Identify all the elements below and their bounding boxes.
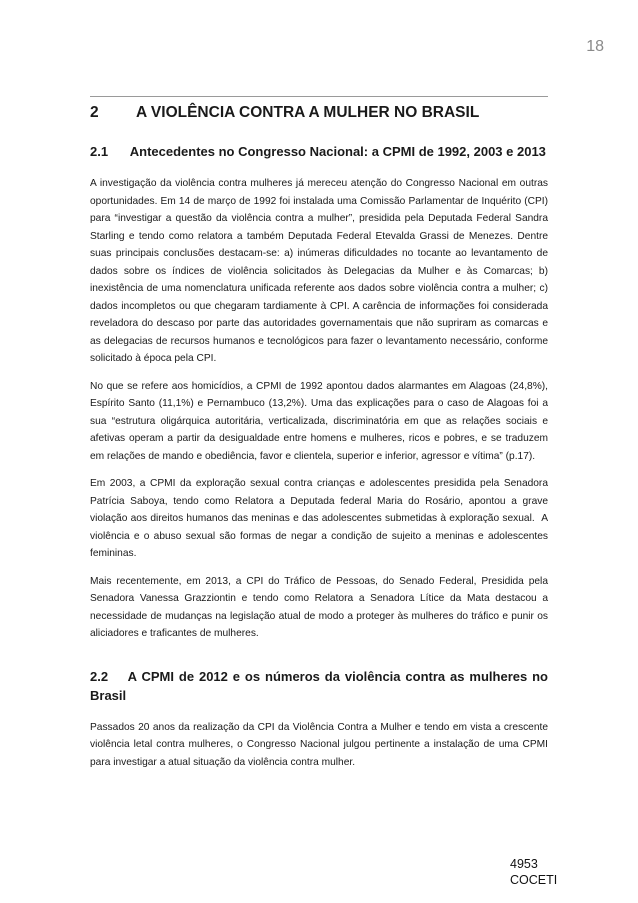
page-number: 18 [586, 38, 604, 55]
chapter-number: 2 [90, 104, 99, 121]
chapter-title: A VIOLÊNCIA CONTRA A MULHER NO BRASIL [136, 104, 480, 121]
paragraph: Mais recentemente, em 2013, a CPI do Tráfico de Pessoas, do Senado Federal, Presidida pela Senadora Vanessa Grazziontin e tendo como Relatora a Senadora Lítice da Mata destacou a necessidade de mudanças na legislação atual de modo a proteger às mulheres do tráfico e punir os aliciadores e traficantes de mulheres. [90, 575, 548, 639]
section-heading-2-2: 2.2 A CPMI de 2012 e os números da violência contra as mulheres no Brasil [90, 668, 548, 703]
paragraph: Em 2003, a CPMI da exploração sexual contra crianças e adolescentes presidida pela Senadora Patrícia Saboya, tendo como Relatora a Deputada federal Maria do Rosário, apontou a grave violação aos direitos humanos das meninas e das adolescentes submetidas à exploração sexual. A violência e o abuso sexual são formas de negar a condição de sujeito a meninas e adolescentes femininas. [90, 478, 548, 559]
section-heading-2-1: 2.1 Antecedentes no Congresso Nacional: a CPMI de 1992, 2003 e 2013 [90, 144, 546, 159]
header-rule [90, 96, 548, 97]
stamp-number: 4953 [510, 857, 538, 871]
paragraph: Passados 20 anos da realização da CPI da Violência Contra a Mulher e tendo em vista a crescente violência letal contra mulheres, o Congresso Nacional julgou pertinente a instalação de uma CPMI para investigar a atual situação da violência contra mulher. [90, 721, 548, 768]
paragraph: A investigação da violência contra mulheres já mereceu atenção do Congresso Nacional em outras oportunidades. Em 14 de março de 1992 foi instalada uma Comissão Parlamentar de Inquérito (CPI) para “investigar a questão da violência contra a mulher”, presidida pela Deputada Federal Sandra Starling e tendo como relatora a também Deputada Federal Etevalda Grassi de Menezes. Dentre suas principais conclusões destacam-se: a) inúmeras dificuldades no tocante ao levantamento de dados sobre os índices de violência solicitados às Delegacias da Mulher e às Comarcas; b) inexistência de uma nomenclatura unificada referente aos dados sobre violência contra a mulher; c) dados incompletos ou que chegaram tardiamente à CPI. A carência de informações foi considerada reveladora do descaso por parte das autoridades governamentais que não supriram as comarcas e as delegacias de recursos humanos e tecnológicos para fazer o levantamento necessário, conforme solicitado à época pela CPI. [90, 178, 548, 364]
stamp-org: COCETI [510, 873, 558, 887]
document-body [90, 104, 548, 781]
paragraph: No que se refere aos homicídios, a CPMI de 1992 apontou dados alarmantes em Alagoas (24,8%), Espírito Santo (11,1%) e Pernambuco (13,2%). Uma das explicações para o caso de Alagoas foi a sua “estrutura oligárquica autoritária, verticalizada, discriminatória em que as relações sociais e afetivas operam a partir da desigualdade entre homens e mulheres, ricos e pobres, e se traduzem em relações de mando e obediência, favor e clientela, superior e inferior, agressor e vítima” (p.17). [90, 380, 548, 462]
chapter-heading [90, 104, 548, 122]
document-stamp [510, 856, 557, 888]
